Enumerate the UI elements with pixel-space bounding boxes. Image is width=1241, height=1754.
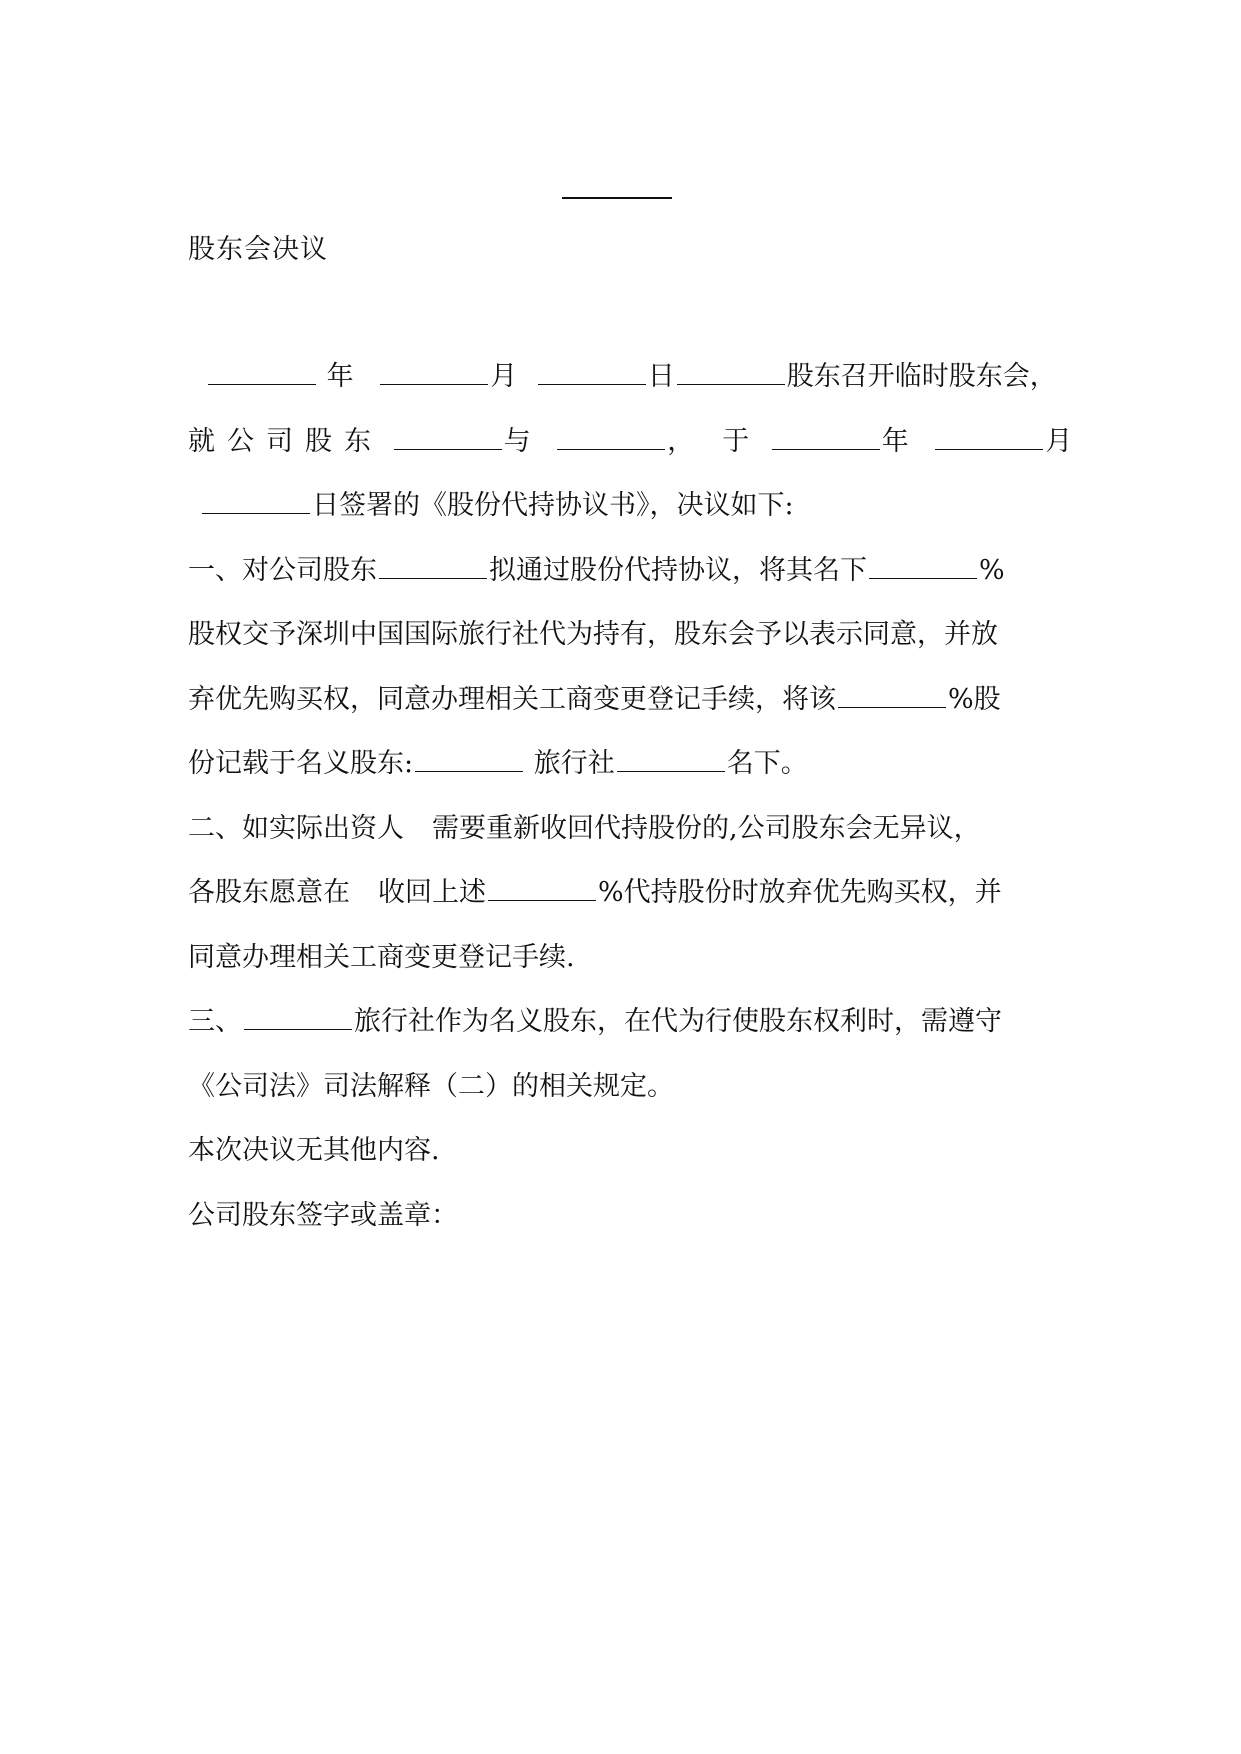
paragraph-line-11 [188,1002,1002,1042]
agency-name-blank[interactable] [415,745,523,772]
sign-year-blank[interactable] [772,423,880,450]
paragraph-line-3 [200,486,794,526]
nominal-shareholder-label: 份记载于名义股东: [188,748,414,779]
clause-two-text: 需要重新收回代持股份的,公司股东会无异议， [432,813,981,844]
under-name-text: 名下。 [726,748,808,779]
paragraph-line-12 [188,1067,674,1107]
document-title: 股东会决议 [188,234,328,265]
paragraph-line-10 [188,938,575,978]
top-underline [562,197,672,199]
percent-sign: % [979,555,1005,586]
paragraph-line-8 [188,809,981,849]
clause-three-text: 旅行社作为名义股东，在代为行使股东权利时，需遵守 [354,1006,1002,1037]
paragraph-line-9 [188,873,1002,913]
paragraph-line-1 [206,357,1057,397]
clause-one-text: 拟通过股份代持协议，将其名下 [489,555,867,586]
waive-text: %代持股份时放弃优先购买权，并 [598,877,1002,908]
shareholder-b-blank[interactable] [557,423,665,450]
paragraph-line-7 [188,744,808,784]
clause-one-shareholder-blank[interactable] [379,552,487,579]
shareholder-a-blank[interactable] [394,423,502,450]
paragraph-line-5 [188,615,998,655]
shareholder-label: 就公司股东 [188,426,383,457]
day-label: 日 [647,361,675,392]
clause-two-end: 同意办理相关工商变更登记手续. [188,942,575,973]
month-blank[interactable] [380,358,488,385]
recover-text: 收回上述 [378,877,486,908]
closing-text: 本次决议无其他内容. [188,1135,440,1166]
clause-two-continued: 各股东愿意在 [188,877,350,908]
sign-year-label: 年 [881,426,909,457]
day-blank[interactable] [538,358,646,385]
clause-one-percent-blank[interactable] [869,552,977,579]
year-label: 年 [326,361,354,392]
clause-three-start: 三、 [188,1006,242,1037]
company-blank[interactable] [677,358,785,385]
paragraph-line-4 [188,551,1005,591]
agency-suffix-blank[interactable] [617,745,725,772]
agreement-text: 日签署的《股份代持协议书》，决议如下: [312,490,794,521]
and-label: 与 [503,426,531,457]
month-label: 月 [490,361,518,392]
recover-percent-blank[interactable] [488,874,596,901]
paragraph-line-13 [188,1131,440,1171]
meeting-text: 股东召开临时股东会， [786,361,1057,392]
sign-month-blank[interactable] [935,423,1043,450]
signature-line [188,1196,458,1236]
clause-one-start: 一、对公司股东 [188,555,377,586]
clause-three-agency-blank[interactable] [244,1003,352,1030]
at-label: 于 [722,426,750,457]
year-blank[interactable] [208,358,316,385]
percent-shares: %股 [948,684,1001,715]
clause-one-percent-blank-2[interactable] [838,681,946,708]
paragraph-line-2 [188,422,1072,462]
paragraph-line-6 [188,680,1001,720]
sign-day-blank[interactable] [202,487,310,514]
signature-label: 公司股东签字或盖章： [188,1200,458,1231]
travel-agency-label: 旅行社 [533,748,615,779]
clause-three-end: 《公司法》司法解释（二）的相关规定。 [188,1071,674,1102]
sign-month-label: 月 [1045,426,1073,457]
clause-one-continued-2: 弃优先购买权，同意办理相关工商变更登记手续，将该 [188,684,836,715]
comma: ， [667,426,695,457]
clause-one-continued: 股权交予深圳中国国际旅行社代为持有，股东会予以表示同意，并放 [188,619,998,650]
clause-two-start: 二、如实际出资人 [188,813,404,844]
